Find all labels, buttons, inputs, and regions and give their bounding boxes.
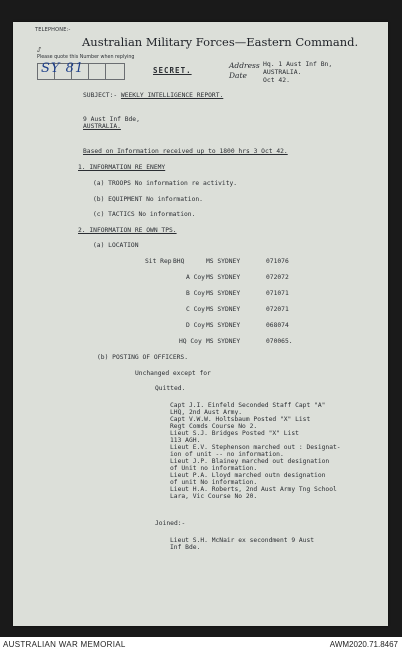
location-row — [173, 258, 313, 265]
joined-label: Joined:- — [155, 520, 186, 527]
location-ref: 072072 — [266, 274, 289, 281]
joined-list — [170, 537, 314, 551]
quitted-label: Quitted. — [155, 385, 186, 392]
based-on-line: Based on Information received up to 1800 hrs 3 Oct 42. — [83, 148, 288, 155]
quitted-line: 113 AGH. — [170, 437, 201, 444]
location-map: MS SYDNEY — [206, 274, 241, 281]
location-ref: 071071 — [266, 290, 289, 297]
location-ref: 070065. — [266, 338, 293, 345]
unchanged-line: Unchanged except for — [135, 370, 211, 377]
quitted-line: of unit No information. — [170, 479, 258, 486]
quitted-line: Capt J.I. Einfeld Seconded Staff Capt "A" — [170, 402, 326, 409]
quitted-line: Lieut E.V. Stephenson marched out : Designat- — [170, 444, 341, 451]
item-text: No information. — [138, 211, 196, 218]
date-label: Date — [229, 71, 247, 80]
quitted-line: Lieut S.J. Bridges Posted "X" List — [170, 430, 299, 437]
address-line: Hq. 1 Aust Inf Bn, — [263, 60, 333, 68]
section1-item-tactics — [93, 211, 195, 218]
quitted-line: Lieut J.P. Blainey marched out designation — [170, 458, 330, 465]
location-row — [173, 306, 313, 313]
recipient-line: AUSTRALIA. — [83, 123, 121, 130]
location-unit: B Coy — [186, 290, 205, 297]
classification-secret: SECRET. — [153, 66, 192, 75]
subject-line — [83, 92, 223, 99]
location-label: (a) LOCATION — [93, 242, 139, 249]
document-page — [13, 22, 388, 626]
pencil-mark-icon: ᔑ — [37, 47, 42, 54]
location-unit: HQ Coy — [179, 338, 202, 345]
item-label: (b) EQUIPMENT — [93, 196, 143, 203]
location-row — [173, 290, 313, 297]
recipient-block — [83, 116, 140, 130]
subject-text: WEEKLY INTELLIGENCE REPORT. — [120, 92, 224, 99]
address-block — [263, 60, 332, 84]
posting-label: (b) POSTING OF OFFICERS. — [97, 354, 188, 361]
recipient-line: 9 Aust Inf Bde, — [83, 116, 140, 123]
address-date-labels — [229, 61, 260, 81]
location-unit: D Coy — [186, 322, 205, 329]
section1-item-equipment — [93, 196, 203, 203]
sit-rep-label: Sit Rep — [145, 258, 172, 265]
address-label: Address — [229, 61, 260, 70]
location-unit: BHQ — [173, 258, 185, 265]
quitted-line: LHQ, 2nd Aust Army. — [170, 409, 243, 416]
location-unit: C Coy — [186, 306, 205, 313]
reference-number-handwritten: SY 81 — [41, 61, 85, 76]
location-map: MS SYDNEY — [206, 258, 241, 265]
section1-item-troops — [93, 180, 237, 187]
section1-heading: 1. INFORMATION RE ENEMY — [78, 164, 166, 171]
location-row — [173, 338, 313, 345]
location-row — [173, 274, 313, 281]
location-ref: 068074 — [266, 322, 289, 329]
telephone-label: TELEPHONE:- — [35, 27, 71, 33]
date-line: Oct 42. — [263, 76, 290, 84]
item-label: (a) TROOPS — [93, 180, 131, 187]
item-text: No information re activity. — [134, 180, 238, 187]
quitted-line: Lieut P.A. Lloyd marched outn designation — [170, 472, 326, 479]
quitted-line: Capt V.W.W. Holtsbaum Posted "X" List — [170, 416, 311, 423]
quitted-line: ion of unit -- no information. — [170, 451, 284, 458]
quitted-line: Lara, Vic Course No 20. — [170, 493, 258, 500]
section2-heading: 2. INFORMATION RE OWN TPS. — [78, 227, 177, 234]
quitted-line: Regt Comds Course No 2. — [170, 423, 258, 430]
quitted-line: of Unit no information. — [170, 465, 258, 472]
location-row — [173, 322, 313, 329]
location-ref: 071076 — [266, 258, 289, 265]
address-line: AUSTRALIA. — [263, 68, 302, 76]
joined-line: Inf Bde. — [170, 544, 201, 551]
quote-number-label: Please quote this Number when replying — [37, 55, 135, 60]
quitted-line: Lieut H.A. Roberts, 2nd Aust Army Tng School — [170, 486, 337, 493]
footer-institution: AUSTRALIAN WAR MEMORIAL — [3, 640, 126, 649]
location-map: MS SYDNEY — [206, 338, 241, 345]
subject-label: SUBJECT:- — [83, 92, 118, 99]
posting-officers-label — [97, 354, 188, 361]
item-label: (c) TACTICS — [93, 211, 135, 218]
location-map: MS SYDNEY — [206, 290, 241, 297]
archive-footer — [0, 637, 402, 653]
joined-line: Lieut S.H. McNair ex secondment 9 Aust — [170, 537, 315, 544]
item-text: No information. — [146, 196, 203, 203]
quitted-list — [170, 402, 341, 500]
location-ref: 072071 — [266, 306, 289, 313]
location-map: MS SYDNEY — [206, 306, 241, 313]
location-unit: A Coy — [186, 274, 205, 281]
location-map: MS SYDNEY — [206, 322, 241, 329]
letterhead-title: Australian Military Forces—Eastern Command. — [82, 35, 359, 49]
footer-accession-number: AWM2020.71.8467 — [329, 640, 398, 649]
